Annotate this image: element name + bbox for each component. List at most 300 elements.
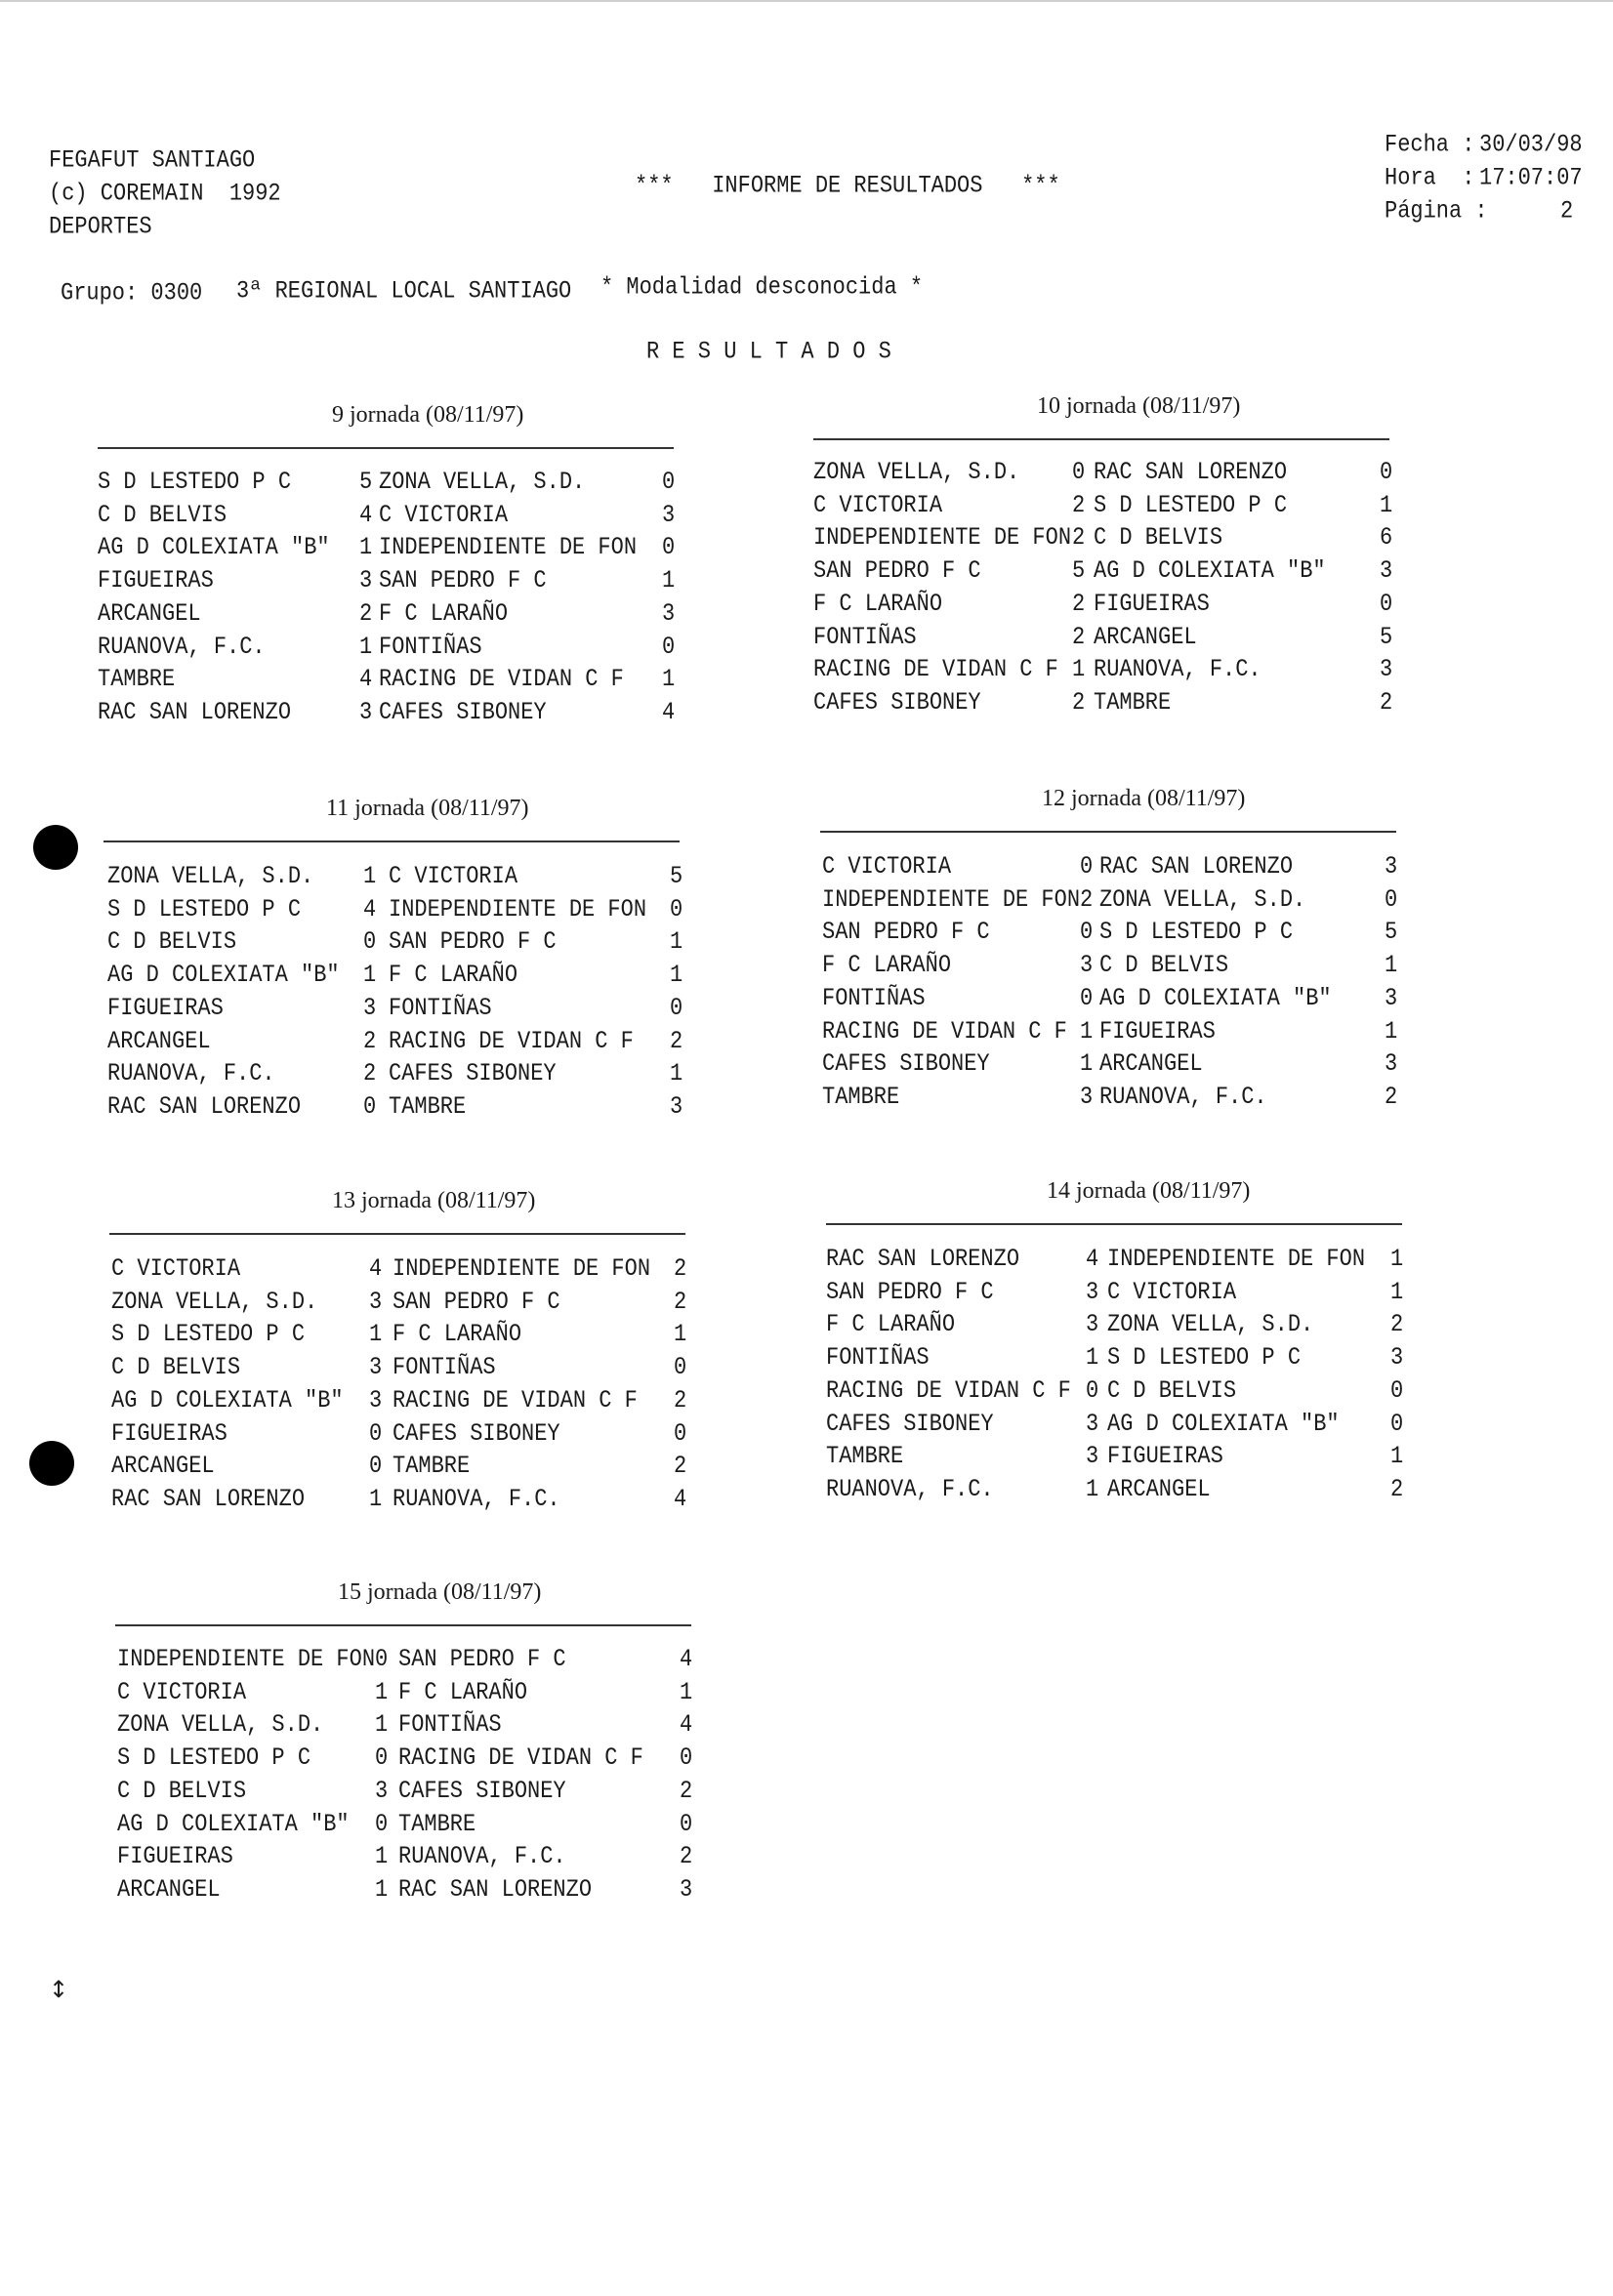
home-score: 1 xyxy=(1072,656,1086,684)
away-team: SAN PEDRO F C xyxy=(393,1288,560,1316)
home-team: F C LARAÑO xyxy=(813,590,943,618)
home-score: 0 xyxy=(363,928,377,957)
home-score: 4 xyxy=(359,501,373,529)
grupo-label: Grupo: 0300 xyxy=(61,279,203,308)
match-row xyxy=(98,502,682,538)
match-row xyxy=(813,689,1399,725)
home-team: C D BELVIS xyxy=(117,1777,247,1805)
away-team: AG D COLEXIATA "B" xyxy=(1107,1410,1340,1438)
away-score: 0 xyxy=(674,1354,687,1382)
jornada-rule xyxy=(813,438,1389,440)
home-team: C VICTORIA xyxy=(822,853,952,881)
match-row xyxy=(826,1344,1410,1380)
away-score: 6 xyxy=(1380,524,1393,553)
away-score: 2 xyxy=(680,1843,693,1871)
away-team: FONTIÑAS xyxy=(389,994,492,1022)
away-team: CAFES SIBONEY xyxy=(389,1060,557,1088)
home-team: S D LESTEDO P C xyxy=(107,895,302,923)
away-team: INDEPENDIENTE DE FON xyxy=(389,895,647,923)
match-row xyxy=(115,1744,699,1781)
match-row xyxy=(813,524,1399,560)
home-score: 2 xyxy=(1072,590,1086,618)
home-team: RUANOVA, F.C. xyxy=(107,1060,275,1088)
home-team: ARCANGEL xyxy=(111,1453,215,1481)
away-score: 2 xyxy=(1390,1475,1404,1503)
home-score: 0 xyxy=(363,1092,377,1121)
away-score: 0 xyxy=(680,1744,693,1773)
away-score: 0 xyxy=(680,1810,693,1838)
away-score: 1 xyxy=(670,1060,683,1088)
match-row xyxy=(826,1443,1410,1479)
away-score: 2 xyxy=(680,1777,693,1805)
home-team: SAN PEDRO F C xyxy=(813,557,981,586)
match-row xyxy=(98,534,682,570)
home-score: 1 xyxy=(375,1678,389,1706)
home-score: 3 xyxy=(369,1288,383,1316)
away-score: 5 xyxy=(670,863,683,890)
home-score: 1 xyxy=(369,1321,383,1349)
home-score: 2 xyxy=(1072,688,1086,717)
copyright: (c) COREMAIN 1992 xyxy=(49,180,281,208)
home-score: 3 xyxy=(359,698,373,726)
home-score: 5 xyxy=(1072,557,1086,586)
home-score: 0 xyxy=(375,1744,389,1773)
away-team: AG D COLEXIATA "B" xyxy=(1094,557,1326,586)
home-team: CAFES SIBONEY xyxy=(822,1050,990,1079)
away-score: 0 xyxy=(662,469,676,496)
away-team: FIGUEIRAS xyxy=(1099,1017,1216,1046)
match-row xyxy=(820,985,1404,1021)
home-team: ARCANGEL xyxy=(117,1875,221,1904)
home-team: ZONA VELLA, S.D. xyxy=(813,459,1020,486)
home-team: CAFES SIBONEY xyxy=(813,688,981,717)
match-row xyxy=(115,1711,699,1747)
fecha-value: 30/03/98 xyxy=(1479,131,1583,159)
home-score: 2 xyxy=(1080,885,1094,914)
away-team: F C LARAÑO xyxy=(389,962,518,990)
away-team: FONTIÑAS xyxy=(379,633,482,661)
home-score: 3 xyxy=(375,1777,389,1805)
match-row xyxy=(115,1876,699,1912)
home-score: 4 xyxy=(363,895,377,923)
away-team: ARCANGEL xyxy=(1099,1050,1203,1079)
away-score: 0 xyxy=(1380,459,1393,486)
match-row xyxy=(109,1387,693,1423)
home-team: FONTIÑAS xyxy=(813,623,917,651)
away-score: 2 xyxy=(1385,1083,1398,1111)
home-team: RAC SAN LORENZO xyxy=(111,1485,306,1513)
away-team: F C LARAÑO xyxy=(379,599,509,628)
match-row xyxy=(813,591,1399,627)
home-score: 5 xyxy=(359,469,373,496)
away-score: 4 xyxy=(674,1485,687,1513)
match-row xyxy=(820,952,1404,988)
hora-value: 17:07:07 xyxy=(1479,164,1583,192)
home-score: 1 xyxy=(1086,1475,1099,1503)
match-row xyxy=(109,1255,693,1292)
away-team: TAMBRE xyxy=(393,1453,471,1481)
match-row xyxy=(98,600,682,636)
away-team: C VICTORIA xyxy=(389,863,518,890)
home-team: INDEPENDIENTE DE FON xyxy=(813,524,1072,553)
hora-label: Hora : xyxy=(1385,164,1475,192)
away-score: 2 xyxy=(674,1453,687,1481)
department: DEPORTES xyxy=(49,213,152,241)
away-team: C D BELVIS xyxy=(1107,1376,1237,1405)
away-score: 1 xyxy=(1380,491,1393,519)
jornada-rule xyxy=(103,840,680,842)
home-score: 1 xyxy=(1080,1050,1094,1079)
away-team: CAFES SIBONEY xyxy=(379,698,547,726)
home-team: RAC SAN LORENZO xyxy=(107,1092,302,1121)
away-team: FONTIÑAS xyxy=(398,1711,502,1740)
home-team: TAMBRE xyxy=(822,1083,900,1111)
match-row xyxy=(103,1093,689,1129)
away-team: RACING DE VIDAN C F xyxy=(398,1744,643,1773)
away-score: 1 xyxy=(662,666,676,694)
away-score: 4 xyxy=(662,698,676,726)
home-score: 0 xyxy=(1086,1376,1099,1405)
home-team: FIGUEIRAS xyxy=(111,1419,227,1448)
away-team: RACING DE VIDAN C F xyxy=(393,1386,638,1414)
home-score: 3 xyxy=(1086,1278,1099,1306)
home-score: 1 xyxy=(375,1875,389,1904)
home-score: 0 xyxy=(1072,459,1086,486)
home-team: FONTIÑAS xyxy=(822,984,926,1012)
away-score: 5 xyxy=(1380,623,1393,651)
match-row xyxy=(103,962,689,998)
home-score: 1 xyxy=(359,534,373,562)
home-score: 1 xyxy=(359,633,373,661)
home-team: ZONA VELLA, S.D. xyxy=(111,1288,318,1316)
home-team: AG D COLEXIATA "B" xyxy=(98,534,330,562)
home-score: 0 xyxy=(369,1453,383,1481)
match-row xyxy=(98,567,682,603)
match-row xyxy=(103,1028,689,1064)
match-row xyxy=(115,1843,699,1879)
match-row xyxy=(813,557,1399,594)
away-score: 4 xyxy=(680,1711,693,1740)
match-row xyxy=(820,853,1404,889)
away-team: ZONA VELLA, S.D. xyxy=(1107,1311,1314,1339)
away-score: 2 xyxy=(1380,688,1393,717)
report-title: *** INFORME DE RESULTADOS *** xyxy=(635,172,1060,200)
match-row xyxy=(813,492,1399,528)
home-team: AG D COLEXIATA "B" xyxy=(107,962,340,990)
away-team: F C LARAÑO xyxy=(398,1678,528,1706)
jornada-title: 12 jornada (08/11/97) xyxy=(1042,786,1246,811)
away-team: INDEPENDIENTE DE FON xyxy=(1107,1246,1366,1273)
match-row xyxy=(109,1453,693,1489)
away-team: CAFES SIBONEY xyxy=(398,1777,566,1805)
jornada-title: 9 jornada (08/11/97) xyxy=(332,402,524,428)
home-score: 1 xyxy=(363,863,377,890)
away-score: 5 xyxy=(1385,919,1398,947)
punch-hole-lower xyxy=(29,1441,74,1486)
match-row xyxy=(813,624,1399,660)
match-row xyxy=(103,995,689,1031)
home-team: RAC SAN LORENZO xyxy=(98,698,292,726)
match-row xyxy=(813,656,1399,692)
match-row xyxy=(98,666,682,702)
match-row xyxy=(109,1486,693,1522)
away-team: TAMBRE xyxy=(389,1092,467,1121)
grupo-category: 3ª REGIONAL LOCAL SANTIAGO xyxy=(236,277,572,306)
match-row xyxy=(103,863,689,899)
away-team: TAMBRE xyxy=(398,1810,476,1838)
home-score: 2 xyxy=(1072,524,1086,553)
home-team: FIGUEIRAS xyxy=(98,567,214,595)
away-team: F C LARAÑO xyxy=(393,1321,522,1349)
home-team: SAN PEDRO F C xyxy=(826,1278,994,1306)
home-team: RACING DE VIDAN C F xyxy=(813,656,1058,684)
match-row xyxy=(826,1279,1410,1315)
home-score: 0 xyxy=(369,1419,383,1448)
home-score: 0 xyxy=(375,1646,389,1673)
pagina-label: Página : xyxy=(1385,197,1488,226)
pagina-value: 2 xyxy=(1560,197,1574,226)
home-score: 1 xyxy=(363,962,377,990)
away-score: 3 xyxy=(1385,853,1398,881)
away-team: S D LESTEDO P C xyxy=(1107,1344,1302,1373)
home-score: 1 xyxy=(1080,1017,1094,1046)
match-row xyxy=(115,1679,699,1715)
match-row xyxy=(109,1289,693,1325)
away-team: FONTIÑAS xyxy=(393,1354,496,1382)
away-team: C VICTORIA xyxy=(1107,1278,1237,1306)
home-score: 1 xyxy=(369,1485,383,1513)
match-row xyxy=(98,469,682,505)
away-team: RUANOVA, F.C. xyxy=(398,1843,566,1871)
away-team: C D BELVIS xyxy=(1094,524,1223,553)
away-team: FIGUEIRAS xyxy=(1094,590,1210,618)
match-row xyxy=(826,1411,1410,1447)
away-team: RACING DE VIDAN C F xyxy=(389,1027,634,1055)
home-team: RUANOVA, F.C. xyxy=(98,633,266,661)
away-score: 0 xyxy=(670,994,683,1022)
match-row xyxy=(103,1060,689,1096)
match-row xyxy=(115,1778,699,1814)
home-score: 0 xyxy=(1080,853,1094,881)
away-team: RUANOVA, F.C. xyxy=(1099,1083,1267,1111)
match-row xyxy=(115,1811,699,1847)
home-score: 3 xyxy=(1086,1410,1099,1438)
away-score: 2 xyxy=(674,1255,687,1283)
home-score: 2 xyxy=(1072,623,1086,651)
home-score: 2 xyxy=(1072,491,1086,519)
away-team: SAN PEDRO F C xyxy=(379,567,547,595)
home-score: 4 xyxy=(369,1255,383,1283)
home-team: ZONA VELLA, S.D. xyxy=(117,1711,324,1740)
away-team: TAMBRE xyxy=(1094,688,1172,717)
match-row xyxy=(820,1084,1404,1120)
home-score: 1 xyxy=(375,1711,389,1740)
match-row xyxy=(820,886,1404,922)
away-score: 2 xyxy=(674,1386,687,1414)
match-row xyxy=(820,919,1404,955)
away-score: 1 xyxy=(1390,1246,1404,1273)
match-row xyxy=(109,1354,693,1390)
home-score: 3 xyxy=(363,994,377,1022)
away-team: RAC SAN LORENZO xyxy=(1099,853,1294,881)
home-score: 4 xyxy=(1086,1246,1099,1273)
away-team: SAN PEDRO F C xyxy=(398,1646,566,1673)
scan-edge xyxy=(0,0,1613,2)
scroll-mark-icon: ↕ xyxy=(49,1976,69,2003)
home-score: 3 xyxy=(1086,1311,1099,1339)
away-team: RACING DE VIDAN C F xyxy=(379,666,624,694)
home-team: ARCANGEL xyxy=(98,599,201,628)
away-team: INDEPENDIENTE DE FON xyxy=(393,1255,651,1283)
away-score: 3 xyxy=(1380,557,1393,586)
home-team: S D LESTEDO P C xyxy=(117,1744,311,1773)
home-score: 2 xyxy=(363,1027,377,1055)
away-score: 0 xyxy=(1390,1376,1404,1405)
away-score: 2 xyxy=(670,1027,683,1055)
home-score: 2 xyxy=(363,1060,377,1088)
home-team: INDEPENDIENTE DE FON xyxy=(822,885,1081,914)
away-team: INDEPENDIENTE DE FON xyxy=(379,534,638,562)
away-team: CAFES SIBONEY xyxy=(393,1419,560,1448)
away-team: C VICTORIA xyxy=(379,501,509,529)
home-team: RACING DE VIDAN C F xyxy=(822,1017,1067,1046)
home-team: F C LARAÑO xyxy=(822,952,952,980)
away-team: ARCANGEL xyxy=(1094,623,1197,651)
home-team: TAMBRE xyxy=(826,1443,904,1471)
home-team: FIGUEIRAS xyxy=(107,994,224,1022)
home-team: ZONA VELLA, S.D. xyxy=(107,863,314,890)
match-row xyxy=(826,1311,1410,1347)
away-score: 0 xyxy=(674,1419,687,1448)
away-team: FIGUEIRAS xyxy=(1107,1443,1223,1471)
jornada-title: 11 jornada (08/11/97) xyxy=(326,796,529,821)
match-row xyxy=(109,1420,693,1456)
away-team: S D LESTEDO P C xyxy=(1094,491,1288,519)
away-score: 0 xyxy=(662,633,676,661)
away-team: ZONA VELLA, S.D. xyxy=(379,469,586,496)
away-team: RAC SAN LORENZO xyxy=(398,1875,593,1904)
home-team: S D LESTEDO P C xyxy=(98,469,292,496)
away-team: AG D COLEXIATA "B" xyxy=(1099,984,1332,1012)
away-team: ZONA VELLA, S.D. xyxy=(1099,885,1306,914)
jornada-rule xyxy=(826,1223,1402,1225)
away-score: 0 xyxy=(662,534,676,562)
away-score: 3 xyxy=(1385,1050,1398,1079)
away-score: 0 xyxy=(1385,885,1398,914)
away-score: 4 xyxy=(680,1646,693,1673)
away-score: 3 xyxy=(1380,656,1393,684)
grupo-modalidad: * Modalidad desconocida * xyxy=(600,273,924,302)
away-score: 1 xyxy=(1390,1278,1404,1306)
match-row xyxy=(103,928,689,964)
home-team: AG D COLEXIATA "B" xyxy=(111,1386,344,1414)
away-team: RAC SAN LORENZO xyxy=(1094,459,1288,486)
org-name: FEGAFUT SANTIAGO xyxy=(49,146,256,175)
home-team: C VICTORIA xyxy=(111,1255,241,1283)
home-team: FIGUEIRAS xyxy=(117,1843,233,1871)
jornada-title: 10 jornada (08/11/97) xyxy=(1037,393,1241,419)
match-row xyxy=(813,459,1399,495)
jornada-rule xyxy=(115,1624,691,1626)
home-score: 0 xyxy=(1080,919,1094,947)
away-team: C D BELVIS xyxy=(1099,952,1229,980)
away-score: 3 xyxy=(670,1092,683,1121)
away-score: 1 xyxy=(674,1321,687,1349)
home-team: AG D COLEXIATA "B" xyxy=(117,1810,350,1838)
home-score: 3 xyxy=(1080,1083,1094,1111)
home-team: C VICTORIA xyxy=(117,1678,247,1706)
home-team: C D BELVIS xyxy=(111,1354,241,1382)
jornada-rule xyxy=(820,831,1396,833)
section-title: R E S U L T A D O S xyxy=(646,338,891,366)
away-team: ARCANGEL xyxy=(1107,1475,1211,1503)
match-row xyxy=(826,1377,1410,1414)
away-score: 1 xyxy=(1390,1443,1404,1471)
match-row xyxy=(98,634,682,670)
away-team: RUANOVA, F.C. xyxy=(393,1485,560,1513)
home-score: 3 xyxy=(1080,952,1094,980)
home-score: 3 xyxy=(359,567,373,595)
away-score: 1 xyxy=(662,567,676,595)
home-team: RUANOVA, F.C. xyxy=(826,1475,994,1503)
away-team: S D LESTEDO P C xyxy=(1099,919,1294,947)
away-score: 1 xyxy=(670,928,683,957)
home-team: SAN PEDRO F C xyxy=(822,919,990,947)
home-team: ARCANGEL xyxy=(107,1027,211,1055)
home-score: 3 xyxy=(1086,1443,1099,1471)
match-row xyxy=(109,1321,693,1357)
jornada-title: 13 jornada (08/11/97) xyxy=(332,1188,536,1213)
away-score: 3 xyxy=(1385,984,1398,1012)
home-score: 0 xyxy=(375,1810,389,1838)
away-score: 0 xyxy=(1390,1410,1404,1438)
match-row xyxy=(98,699,682,735)
home-team: RACING DE VIDAN C F xyxy=(826,1376,1071,1405)
home-score: 1 xyxy=(1086,1344,1099,1373)
jornada-title: 14 jornada (08/11/97) xyxy=(1047,1178,1251,1204)
away-score: 3 xyxy=(680,1875,693,1904)
jornada-rule xyxy=(109,1233,685,1235)
away-score: 0 xyxy=(670,895,683,923)
home-team: FONTIÑAS xyxy=(826,1344,930,1373)
home-team: C D BELVIS xyxy=(98,501,227,529)
away-score: 1 xyxy=(1385,952,1398,980)
home-team: F C LARAÑO xyxy=(826,1311,956,1339)
punch-hole-upper xyxy=(33,825,78,870)
home-score: 2 xyxy=(359,599,373,628)
away-score: 3 xyxy=(662,599,676,628)
home-team: TAMBRE xyxy=(98,666,176,694)
match-row xyxy=(103,896,689,932)
away-score: 2 xyxy=(674,1288,687,1316)
away-score: 2 xyxy=(1390,1311,1404,1339)
home-score: 4 xyxy=(359,666,373,694)
match-row xyxy=(820,1018,1404,1054)
away-team: RUANOVA, F.C. xyxy=(1094,656,1261,684)
home-team: S D LESTEDO P C xyxy=(111,1321,306,1349)
away-team: SAN PEDRO F C xyxy=(389,928,557,957)
home-score: 0 xyxy=(1080,984,1094,1012)
match-row xyxy=(826,1246,1410,1282)
away-score: 1 xyxy=(670,962,683,990)
home-team: C VICTORIA xyxy=(813,491,943,519)
home-team: CAFES SIBONEY xyxy=(826,1410,994,1438)
home-team: INDEPENDIENTE DE FON xyxy=(117,1646,376,1673)
jornada-rule xyxy=(98,447,674,449)
home-score: 3 xyxy=(369,1354,383,1382)
fecha-label: Fecha : xyxy=(1385,131,1475,159)
jornada-title: 15 jornada (08/11/97) xyxy=(338,1579,542,1605)
